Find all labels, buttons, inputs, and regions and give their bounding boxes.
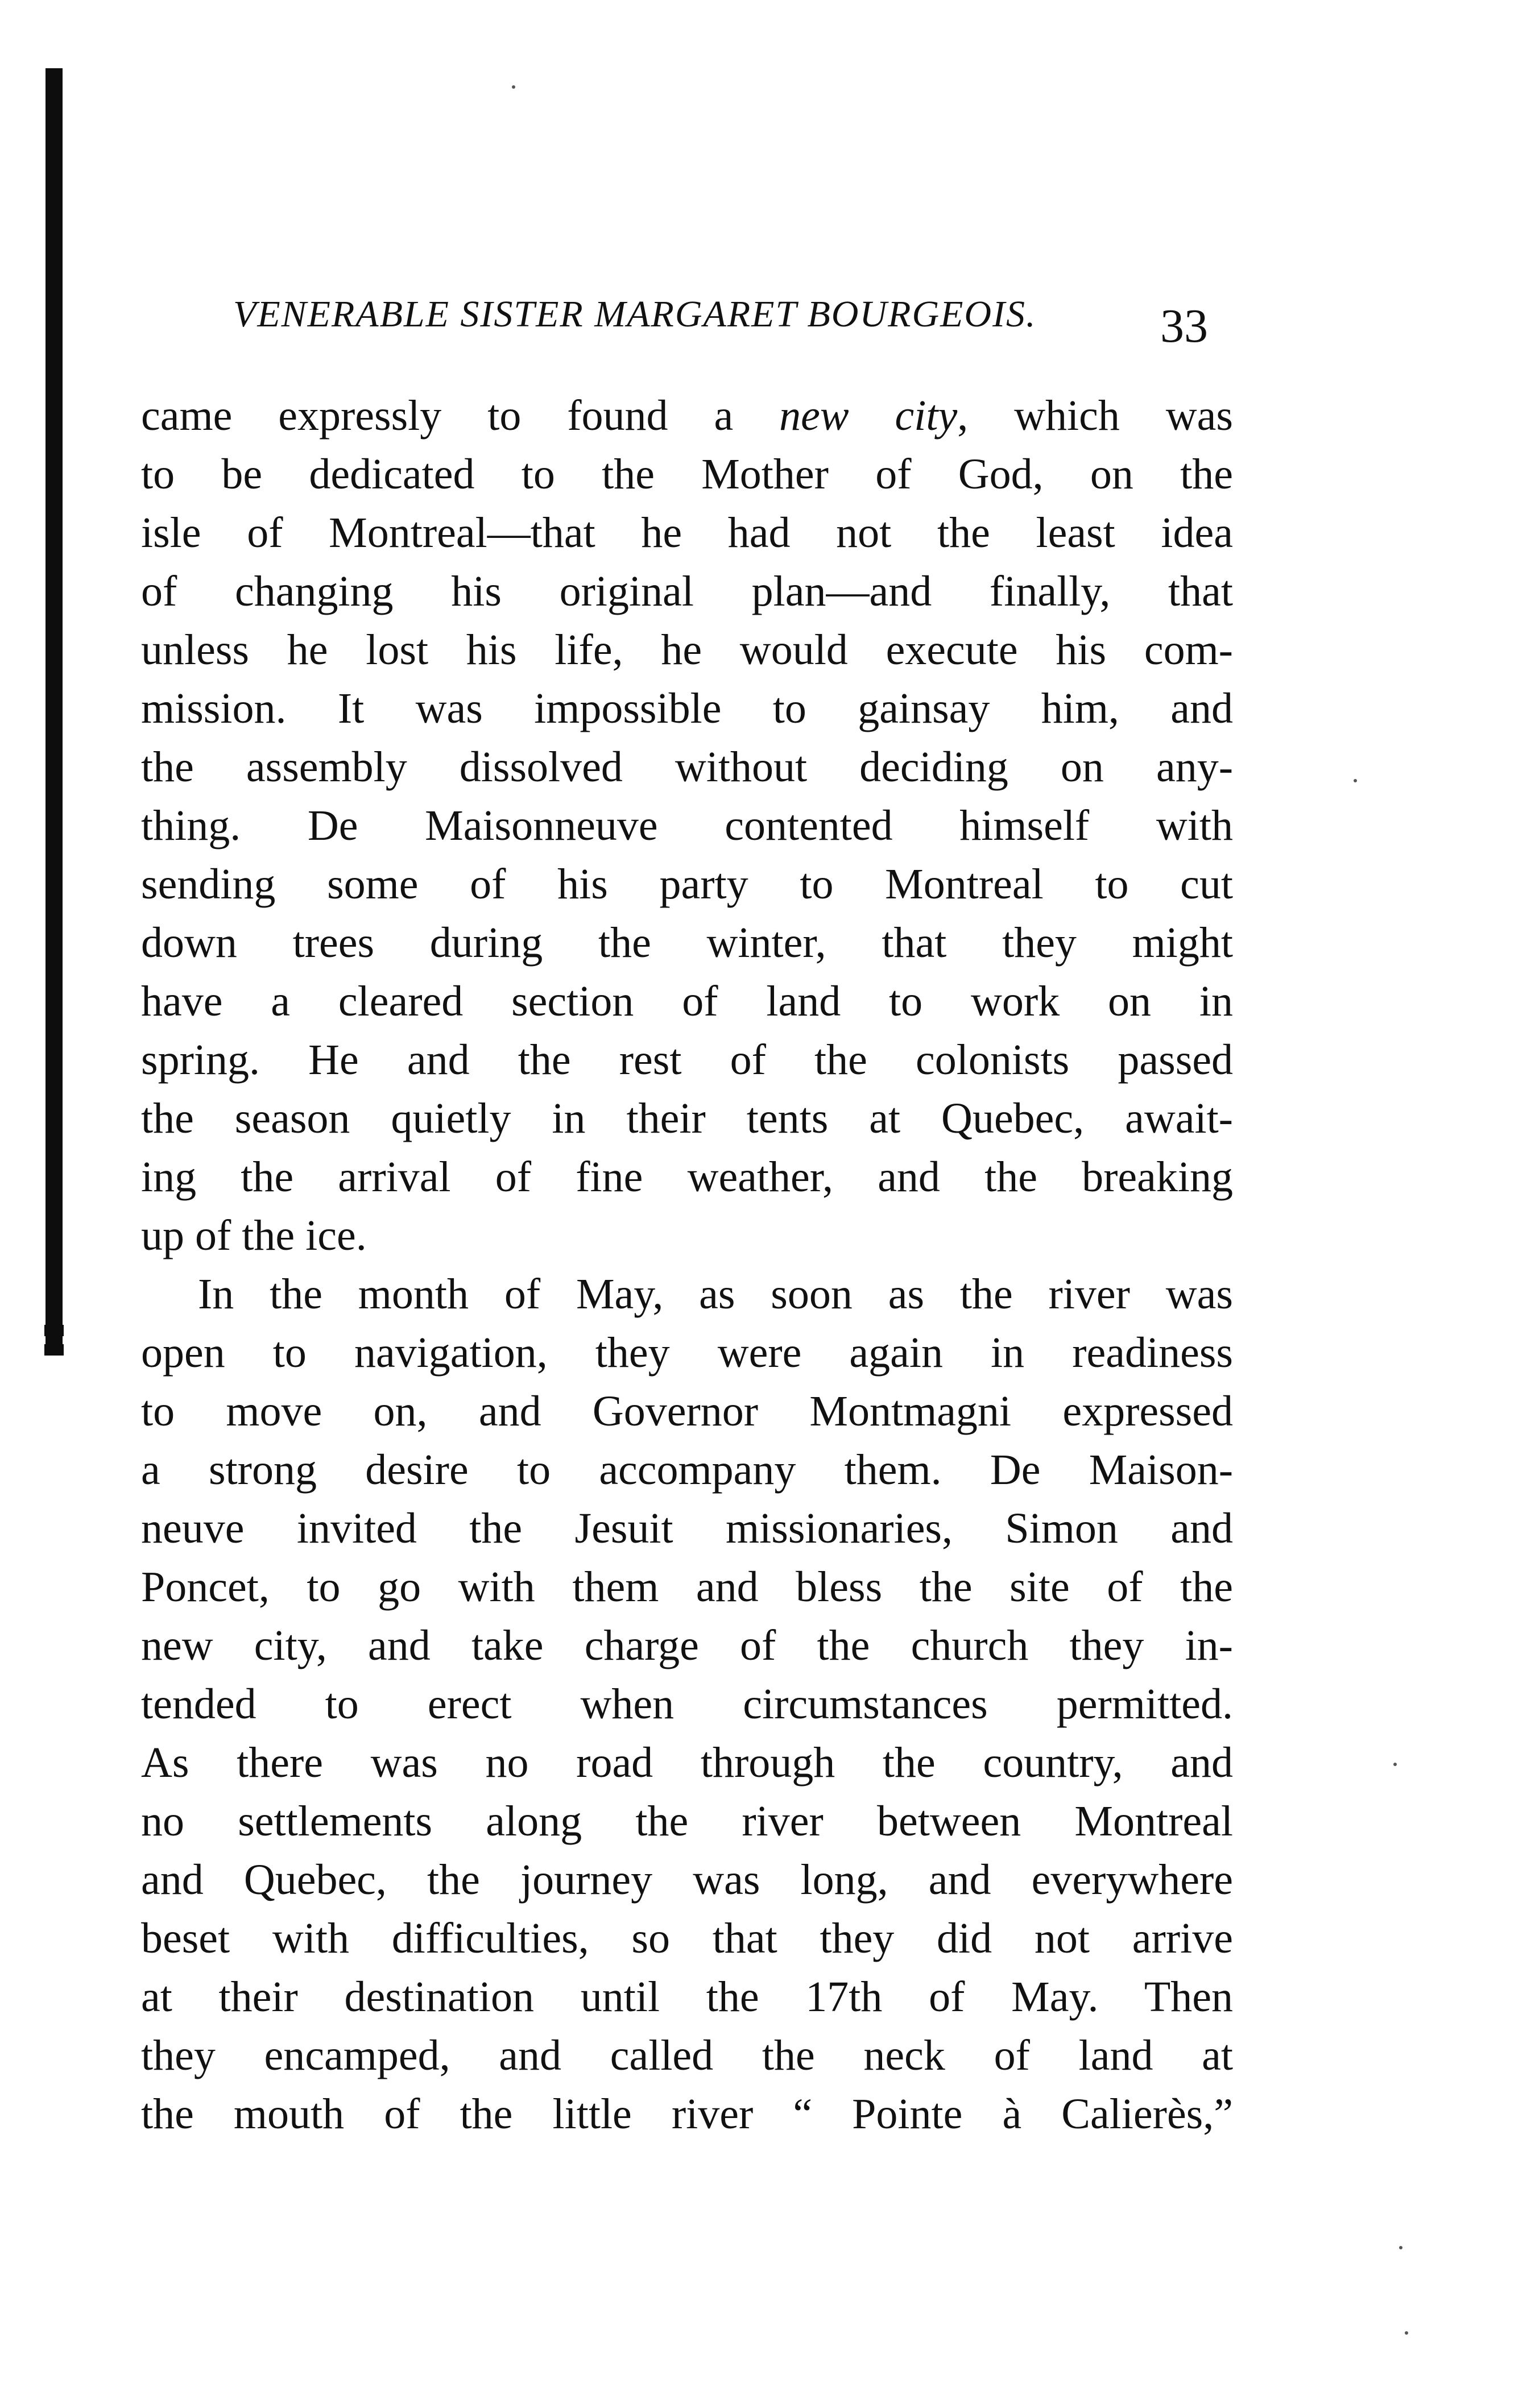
paragraph-2	[141, 1265, 1233, 2144]
text-line: tended to erect when circumstances permitted.	[141, 1680, 1233, 1728]
binding-mark	[44, 1344, 64, 1356]
text-line: up of the ice.	[141, 1212, 367, 1259]
scan-speck	[1399, 2246, 1402, 2249]
scan-speck	[1393, 1763, 1397, 1766]
text-line: at their destination until the 17th of May. Then	[141, 1973, 1233, 2021]
text-line: spring. He and the rest of the colonists passed	[141, 1036, 1233, 1084]
text-line: and Quebec, the journey was long, and everywhere	[141, 1856, 1233, 1904]
text-line: In the month of May, as soon as the river was	[198, 1270, 1233, 1318]
text-line: the season quietly in their tents at Quebec, await-	[141, 1095, 1233, 1142]
text-line: they encamped, and called the neck of land at	[141, 2032, 1233, 2079]
text-line: sending some of his party to Montreal to cut	[141, 860, 1233, 908]
body-text	[141, 387, 1233, 2144]
italic-phrase: new city	[779, 392, 958, 440]
scan-speck	[512, 85, 515, 89]
text-line: down trees during the winter, that they might	[141, 919, 1233, 967]
scan-speck	[1405, 2331, 1408, 2335]
text-line: open to navigation, they were again in readiness	[141, 1329, 1233, 1377]
text-fragment: , which was	[957, 392, 1233, 440]
text-line: thing. De Maisonneuve contented himself with	[141, 802, 1233, 849]
text-fragment: came expressly to found a	[141, 392, 780, 440]
text-line: a strong desire to accompany them. De Maison-	[141, 1446, 1233, 1494]
text-line: new city, and take charge of the church they in-	[141, 1622, 1233, 1669]
text-line: Poncet, to go with them and bless the site of the	[141, 1563, 1233, 1611]
text-line: unless he lost his life, he would execute his com-	[141, 626, 1233, 674]
text-line: isle of Montreal—that he had not the least idea	[141, 509, 1233, 557]
text-line: mission. It was impossible to gainsay him, and	[141, 685, 1233, 732]
binding-edge	[45, 68, 63, 1353]
text-line: neuve invited the Jesuit missionaries, Simon and	[141, 1505, 1233, 1552]
text-line: beset with difficulties, so that they did not arrive	[141, 1914, 1233, 1962]
text-line: have a cleared section of land to work on in	[141, 977, 1233, 1025]
text-line	[141, 387, 1233, 445]
scan-speck	[1354, 779, 1357, 782]
binding-mark	[44, 1325, 64, 1336]
text-line: ing the arrival of fine weather, and the breaking	[141, 1153, 1233, 1201]
page-number: 33	[1160, 300, 1208, 353]
text-line: to move on, and Governor Montmagni expressed	[141, 1387, 1233, 1435]
text-line: As there was no road through the country, and	[141, 1739, 1233, 1787]
text-line: of changing his original plan—and finally, that	[141, 567, 1233, 615]
paragraph-1	[141, 387, 1233, 1265]
text-line: to be dedicated to the Mother of God, on the	[141, 450, 1233, 498]
text-line: the mouth of the little river “ Pointe à Calierès,”	[141, 2090, 1233, 2138]
text-line: no settlements along the river between Montreal	[141, 1797, 1233, 1845]
binding-marks	[44, 1325, 64, 1376]
running-head: VENERABLE SISTER MARGARET BOURGEOIS.	[233, 293, 1037, 335]
text-line: the assembly dissolved without deciding on any-	[141, 743, 1233, 791]
